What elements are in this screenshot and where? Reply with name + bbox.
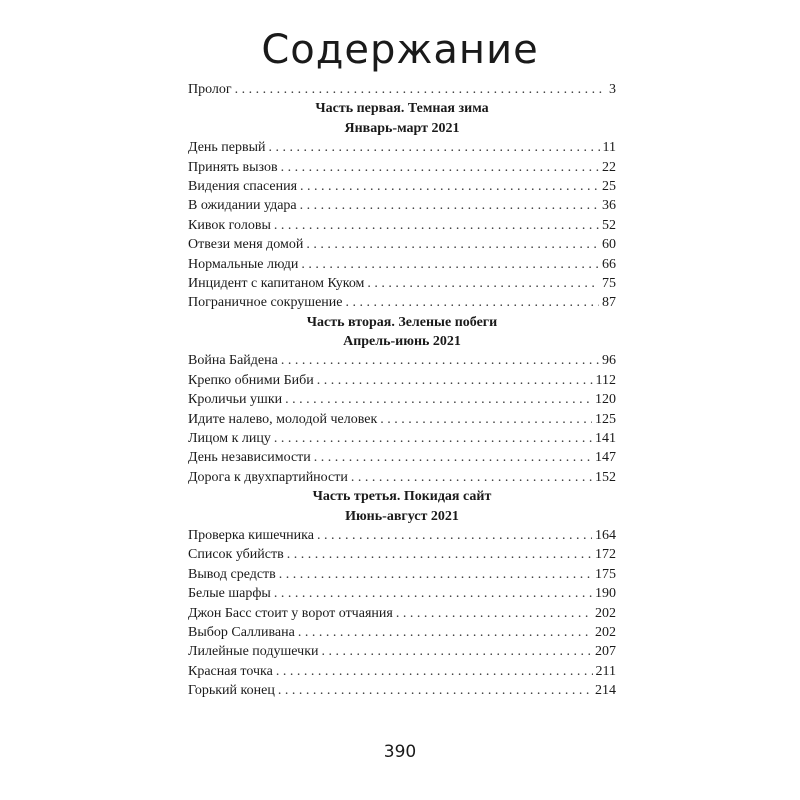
toc-entry-page: 152 — [595, 469, 616, 485]
dot-leader — [314, 448, 592, 467]
toc-entry-page: 25 — [602, 178, 616, 194]
toc-entry-label: Пролог — [188, 82, 232, 97]
toc-part-section — [188, 99, 616, 312]
dot-leader — [298, 623, 592, 642]
page-number: 390 — [383, 742, 417, 762]
dot-leader — [351, 468, 592, 487]
toc-entry-label: Лицом к лицу — [188, 431, 271, 447]
toc-entry-page: 214 — [595, 683, 616, 699]
dot-leader — [281, 158, 599, 177]
toc-entry-page: 125 — [595, 411, 616, 427]
toc-entry — [188, 604, 616, 623]
toc-entry-label: Крепко обними Биби — [188, 372, 314, 388]
toc-entry-page: 112 — [595, 372, 616, 388]
toc-entry — [188, 681, 616, 700]
toc-entry — [188, 293, 616, 312]
toc-entry-label: В ожидании удара — [188, 198, 297, 214]
toc-entry-page: 75 — [602, 275, 616, 291]
toc-entry-page: 11 — [602, 140, 616, 156]
toc-entry-page: 164 — [595, 527, 616, 543]
toc-entry-page: 207 — [595, 644, 616, 660]
toc-entry-page: 202 — [595, 624, 616, 640]
toc-entry-label: Белые шарфы — [188, 586, 271, 602]
part-heading: Часть третья. Покидая сайт — [312, 489, 492, 505]
toc-parts — [188, 99, 616, 700]
toc-entry-page: 87 — [602, 295, 616, 311]
toc-entry — [188, 255, 616, 274]
part-date-range: Апрель-июнь 2021 — [343, 334, 461, 350]
table-of-contents — [188, 80, 616, 701]
toc-entry-label: Список убийств — [188, 547, 284, 563]
toc-entry — [188, 545, 616, 564]
toc-entry-page: 66 — [602, 256, 616, 272]
dot-leader — [276, 662, 593, 681]
toc-entry — [188, 642, 616, 661]
toc-entry-label: Принять вызов — [188, 159, 278, 175]
toc-entry — [188, 623, 616, 642]
toc-part-section — [188, 487, 616, 700]
toc-entry-label: Видения спасения — [188, 178, 298, 194]
toc-entry-page: 202 — [595, 605, 616, 621]
toc-entry-label: Лилейные подушечки — [188, 644, 319, 660]
dot-leader — [321, 642, 592, 661]
toc-entry-label: Джон Басс стоит у ворот отчаяния — [188, 605, 393, 621]
dot-leader — [269, 138, 600, 157]
toc-entry-page: 96 — [602, 353, 616, 369]
toc-entry-page: 120 — [595, 392, 616, 408]
toc-entry-label: Красная точка — [188, 663, 273, 679]
toc-entry — [188, 351, 616, 370]
toc-entry-page: 3 — [609, 82, 616, 97]
toc-entry-label: Дорога к двухпартийности — [188, 469, 348, 485]
toc-entry — [188, 177, 616, 196]
dot-leader — [396, 604, 592, 623]
toc-entry-label: Выбор Салливана — [188, 624, 295, 640]
toc-entry-label: Идите налево, молодой человек — [188, 411, 378, 427]
toc-entry-label: День первый — [188, 140, 266, 156]
part-date-range: Январь-март 2021 — [344, 120, 460, 136]
toc-part-section — [188, 313, 616, 488]
dot-leader — [235, 80, 606, 99]
dot-leader — [279, 565, 592, 584]
part-heading: Часть первая. Темная зима — [315, 101, 489, 117]
toc-entry-label: Нормальные люди — [188, 256, 299, 272]
dot-leader — [274, 429, 592, 448]
toc-entry — [188, 410, 616, 429]
toc-entry-label: Пограничное сокрушение — [188, 295, 343, 311]
toc-entry-page: 172 — [595, 547, 616, 563]
toc-entry-label: Кивок головы — [188, 217, 271, 233]
toc-entry-page: 60 — [602, 237, 616, 253]
toc-entry-label: Инцидент с капитаном Куком — [188, 275, 365, 291]
toc-entry — [188, 390, 616, 409]
dot-leader — [287, 545, 592, 564]
toc-entry — [188, 235, 616, 254]
toc-entry-label: Проверка кишечника — [188, 527, 314, 543]
toc-entry — [188, 662, 616, 681]
toc-entry-label: Отвези меня домой — [188, 237, 304, 253]
toc-entry-label: Война Байдена — [188, 353, 278, 369]
dot-leader — [346, 293, 600, 312]
toc-entry — [188, 274, 616, 293]
toc-entry — [188, 216, 616, 235]
toc-entry-page: 52 — [602, 217, 616, 233]
toc-entry-page: 190 — [595, 586, 616, 602]
dot-leader — [281, 351, 599, 370]
dot-leader — [285, 390, 592, 409]
toc-entry-page: 36 — [602, 198, 616, 214]
toc-entry — [188, 468, 616, 487]
toc-entry-page: 22 — [602, 159, 616, 175]
part-date-range: Июнь-август 2021 — [345, 508, 459, 524]
toc-entry — [188, 448, 616, 467]
toc-entry — [188, 158, 616, 177]
toc-entry-label: Кроличьи ушки — [188, 392, 283, 408]
toc-entry — [188, 138, 616, 157]
toc-entry-page: 147 — [595, 450, 616, 466]
dot-leader — [274, 584, 592, 603]
dot-leader — [317, 371, 593, 390]
toc-entry — [188, 565, 616, 584]
toc-entry-label: Горький конец — [188, 683, 275, 699]
dot-leader — [300, 177, 599, 196]
toc-entry — [188, 429, 616, 448]
toc-entry-page: 175 — [595, 566, 616, 582]
toc-entry — [188, 196, 616, 215]
toc-entry-page: 211 — [595, 663, 616, 679]
dot-leader — [278, 681, 592, 700]
toc-entry — [188, 371, 616, 390]
toc-entry-label: День независимости — [188, 450, 311, 466]
toc-entry-label: Вывод средств — [188, 566, 276, 582]
dot-leader — [301, 255, 599, 274]
dot-leader — [274, 216, 599, 235]
page-title: Содержание — [261, 27, 539, 73]
dot-leader — [300, 196, 599, 215]
dot-leader — [317, 526, 592, 545]
toc-entry — [188, 526, 616, 545]
toc-entry-page: 141 — [595, 431, 616, 447]
part-heading: Часть вторая. Зеленые побеги — [306, 314, 498, 330]
dot-leader — [306, 235, 599, 254]
dot-leader — [380, 410, 592, 429]
toc-entry-prologue — [188, 80, 616, 99]
toc-entry — [188, 584, 616, 603]
dot-leader — [367, 274, 599, 293]
